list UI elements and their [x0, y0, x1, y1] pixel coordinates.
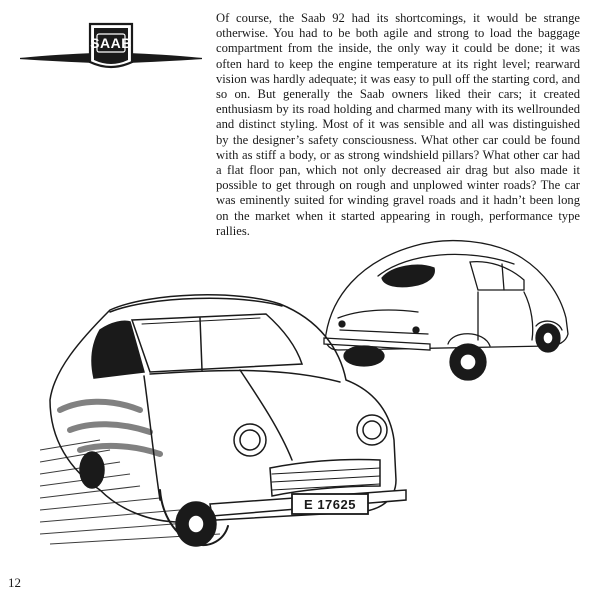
- logo-wordmark: SAAB: [90, 35, 132, 51]
- license-plate-text: E 17625: [304, 497, 356, 512]
- saab-badge-icon: [18, 18, 204, 74]
- front-car-illustration: [40, 290, 420, 550]
- saab-logo: [18, 18, 204, 74]
- license-plate: [292, 494, 368, 514]
- article-body: Of course, the Saab 92 had its shortcomings, it would be strange otherwise. You had to be both agile and strong to load the baggage compartment from the inside, the only way it could be done; it was often hard to keep the engine temperature at its right level; rearward vision was hardly adequate; it was easy to pull off the starting cord, and so on. But generally the Saab owners liked their cars; it created enthusiasm by its road holding and charmed many with its wellrounded and distinct styling. Most of it was sensible and all was distinguished by the designer’s safety consciousness. What other car could be found with as stiff a body, or as strong windshield pillars? What other car had a flat floor pan, which not only decreased air drag but also made it possible to get through on rough and unplowed winter roads? The car was eminently suited for winding gravel roads and it hadn’t been long on the market when it started appearing in rough, performance type rallies.: [216, 11, 580, 238]
- page-number: 12: [8, 575, 21, 590]
- car-front-view-icon: [40, 290, 420, 550]
